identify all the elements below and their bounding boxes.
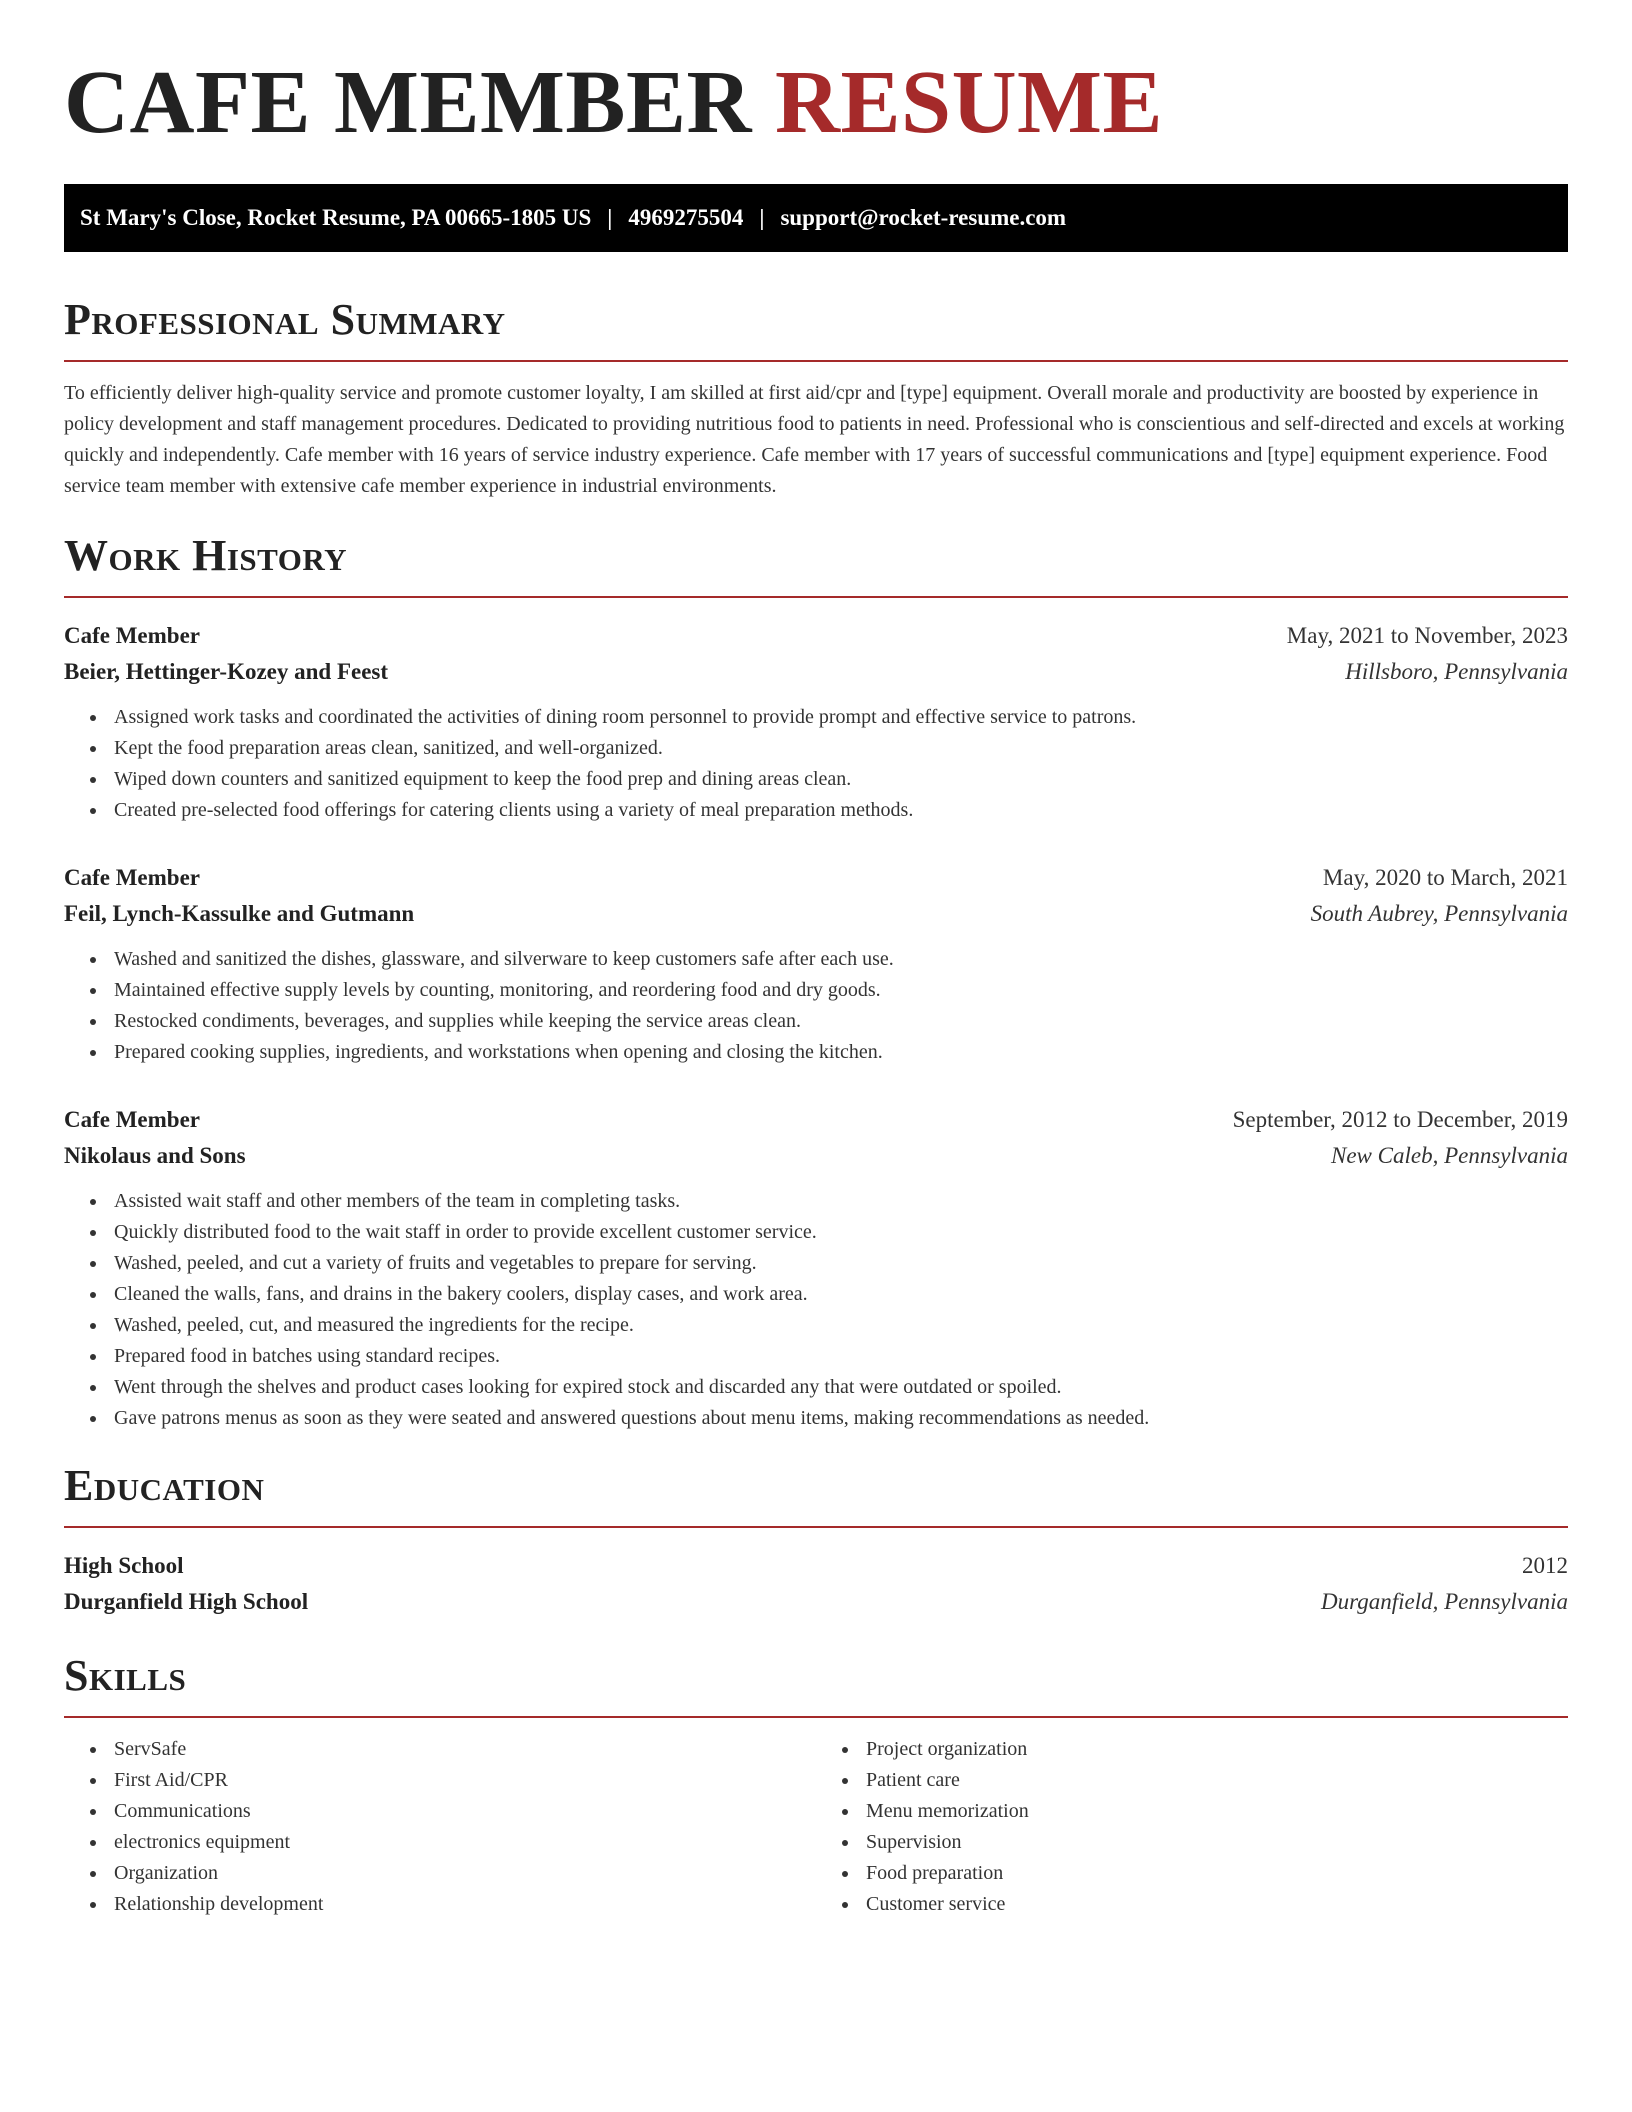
work-history-section: [64, 530, 1568, 1434]
skill-item: • ServSafe: [108, 1734, 816, 1765]
skill-item: • First Aid/CPR: [108, 1765, 816, 1796]
title-accent: RESUME: [774, 53, 1164, 152]
job-duty: • Went through the shelves and product cases looking for expired stock and discarded any that were outdated or spoiled.: [108, 1372, 1568, 1403]
job-duty: • Assigned work tasks and coordinated the activities of dining room personnel to provide prompt and effective service to patrons.: [108, 702, 1568, 733]
job-duties-list: [64, 702, 1568, 826]
section-title-education: Education: [64, 1460, 1568, 1528]
education-school-row: [64, 1584, 1568, 1620]
job-duty: • Kept the food preparation areas clean, sanitized, and well-organized.: [108, 733, 1568, 764]
job-company: Nikolaus and Sons: [64, 1143, 246, 1168]
job-dates: May, 2021 to November, 2023: [1286, 623, 1568, 648]
job-duties-list: [64, 944, 1568, 1068]
contact-separator: |: [607, 205, 613, 230]
job-company-row: [64, 1138, 1568, 1174]
skills-list: [816, 1734, 1568, 1920]
job-duty: • Washed and sanitized the dishes, glassware, and silverware to keep customers safe after each use.: [108, 944, 1568, 975]
section-title-skills: Skills: [64, 1650, 1568, 1718]
contact-address: St Mary's Close, Rocket Resume, PA 00665-1805 US: [80, 205, 592, 230]
skill-item: • Food preparation: [860, 1858, 1568, 1889]
resume-title: [64, 48, 1568, 158]
skill-item: • Project organization: [860, 1734, 1568, 1765]
job-duty: • Washed, peeled, cut, and measured the ingredients for the recipe.: [108, 1310, 1568, 1341]
job-location: New Caleb, Pennsylvania: [1331, 1143, 1568, 1168]
summary-text: To efficiently deliver high-quality service and promote customer loyalty, I am skilled at first aid/cpr and [type] equipment. Overall morale and productivity are boosted by experience in policy development and staff management procedures. Dedicated to providing nutritious food to patients in need. Professional who is conscientious and self-directed and excels at working quickly and independently. Cafe member with 16 years of service industry experience. Cafe member with 17 years of successful communications and [type] equipment experience. Food service team member with extensive cafe member experience in industrial environments.: [64, 382, 1565, 497]
job-location: South Aubrey, Pennsylvania: [1310, 901, 1568, 926]
job-duty: • Cleaned the walls, fans, and drains in the bakery coolers, display cases, and work area.: [108, 1279, 1568, 1310]
job-duty: • Wiped down counters and sanitized equipment to keep the food prep and dining areas clean.: [108, 764, 1568, 795]
job-duty: • Restocked condiments, beverages, and supplies while keeping the service areas clean.: [108, 1006, 1568, 1037]
job-role: Cafe Member: [64, 865, 201, 890]
contact-separator: |: [759, 205, 765, 230]
education-year: 2012: [1522, 1553, 1568, 1578]
job-header-row: [64, 618, 1568, 654]
job-entry: [64, 1102, 1568, 1434]
job-duty: • Maintained effective supply levels by counting, monitoring, and reordering food and dry goods.: [108, 975, 1568, 1006]
section-title-work-history: Work History: [64, 530, 1568, 598]
job-header-row: [64, 1102, 1568, 1138]
skills-section: [64, 1650, 1568, 1920]
job-duty: • Quickly distributed food to the wait staff in order to provide excellent customer service.: [108, 1217, 1568, 1248]
job-duty: • Created pre-selected food offerings for catering clients using a variety of meal preparation methods.: [108, 795, 1568, 826]
job-duty: • Gave patrons menus as soon as they were seated and answered questions about menu items, making recommendations as needed.: [108, 1403, 1568, 1434]
contact-phone: 4969275504: [628, 205, 744, 230]
skill-item: • Communications: [108, 1796, 816, 1827]
job-header-row: [64, 860, 1568, 896]
skills-columns: [64, 1734, 1568, 1920]
skill-item: • Menu memorization: [860, 1796, 1568, 1827]
job-duty: • Assisted wait staff and other members of the team in completing tasks.: [108, 1186, 1568, 1217]
skill-item: • electronics equipment: [108, 1827, 816, 1858]
job-company: Feil, Lynch-Kassulke and Gutmann: [64, 901, 415, 926]
job-dates: September, 2012 to December, 2019: [1232, 1107, 1568, 1132]
job-company-row: [64, 896, 1568, 932]
job-duty: • Washed, peeled, and cut a variety of fruits and vegetables to prepare for serving.: [108, 1248, 1568, 1279]
job-entry: [64, 618, 1568, 826]
skill-item: • Organization: [108, 1858, 816, 1889]
education-entry: [64, 1548, 1568, 1620]
job-dates: May, 2020 to March, 2021: [1322, 865, 1568, 890]
summary-section: [64, 294, 1568, 502]
skill-item: • Patient care: [860, 1765, 1568, 1796]
education-degree-row: [64, 1548, 1568, 1584]
job-company-row: [64, 654, 1568, 690]
job-location: Hillsboro, Pennsylvania: [1345, 659, 1568, 684]
education-location: Durganfield, Pennsylvania: [1321, 1589, 1568, 1614]
job-entry: [64, 860, 1568, 1068]
section-title-summary: Professional Summary: [64, 294, 1568, 362]
job-duties-list: [64, 1186, 1568, 1434]
job-role: Cafe Member: [64, 1107, 201, 1132]
job-duty: • Prepared cooking supplies, ingredients, and workstations when opening and closing the kitchen.: [108, 1037, 1568, 1068]
skill-item: • Customer service: [860, 1889, 1568, 1920]
skills-column-right: [816, 1734, 1568, 1920]
job-company: Beier, Hettinger-Kozey and Feest: [64, 659, 389, 684]
job-role: Cafe Member: [64, 623, 201, 648]
skills-column-left: [64, 1734, 816, 1920]
contact-email[interactable]: support@rocket-resume.com: [780, 205, 1067, 230]
skill-item: • Relationship development: [108, 1889, 816, 1920]
education-degree: High School: [64, 1553, 184, 1578]
skills-list: [64, 1734, 816, 1920]
skill-item: • Supervision: [860, 1827, 1568, 1858]
job-duty: • Prepared food in batches using standard recipes.: [108, 1341, 1568, 1372]
education-school: Durganfield High School: [64, 1589, 309, 1614]
education-section: [64, 1460, 1568, 1620]
title-main: CAFE MEMBER: [64, 53, 752, 152]
contact-bar: [64, 184, 1568, 252]
